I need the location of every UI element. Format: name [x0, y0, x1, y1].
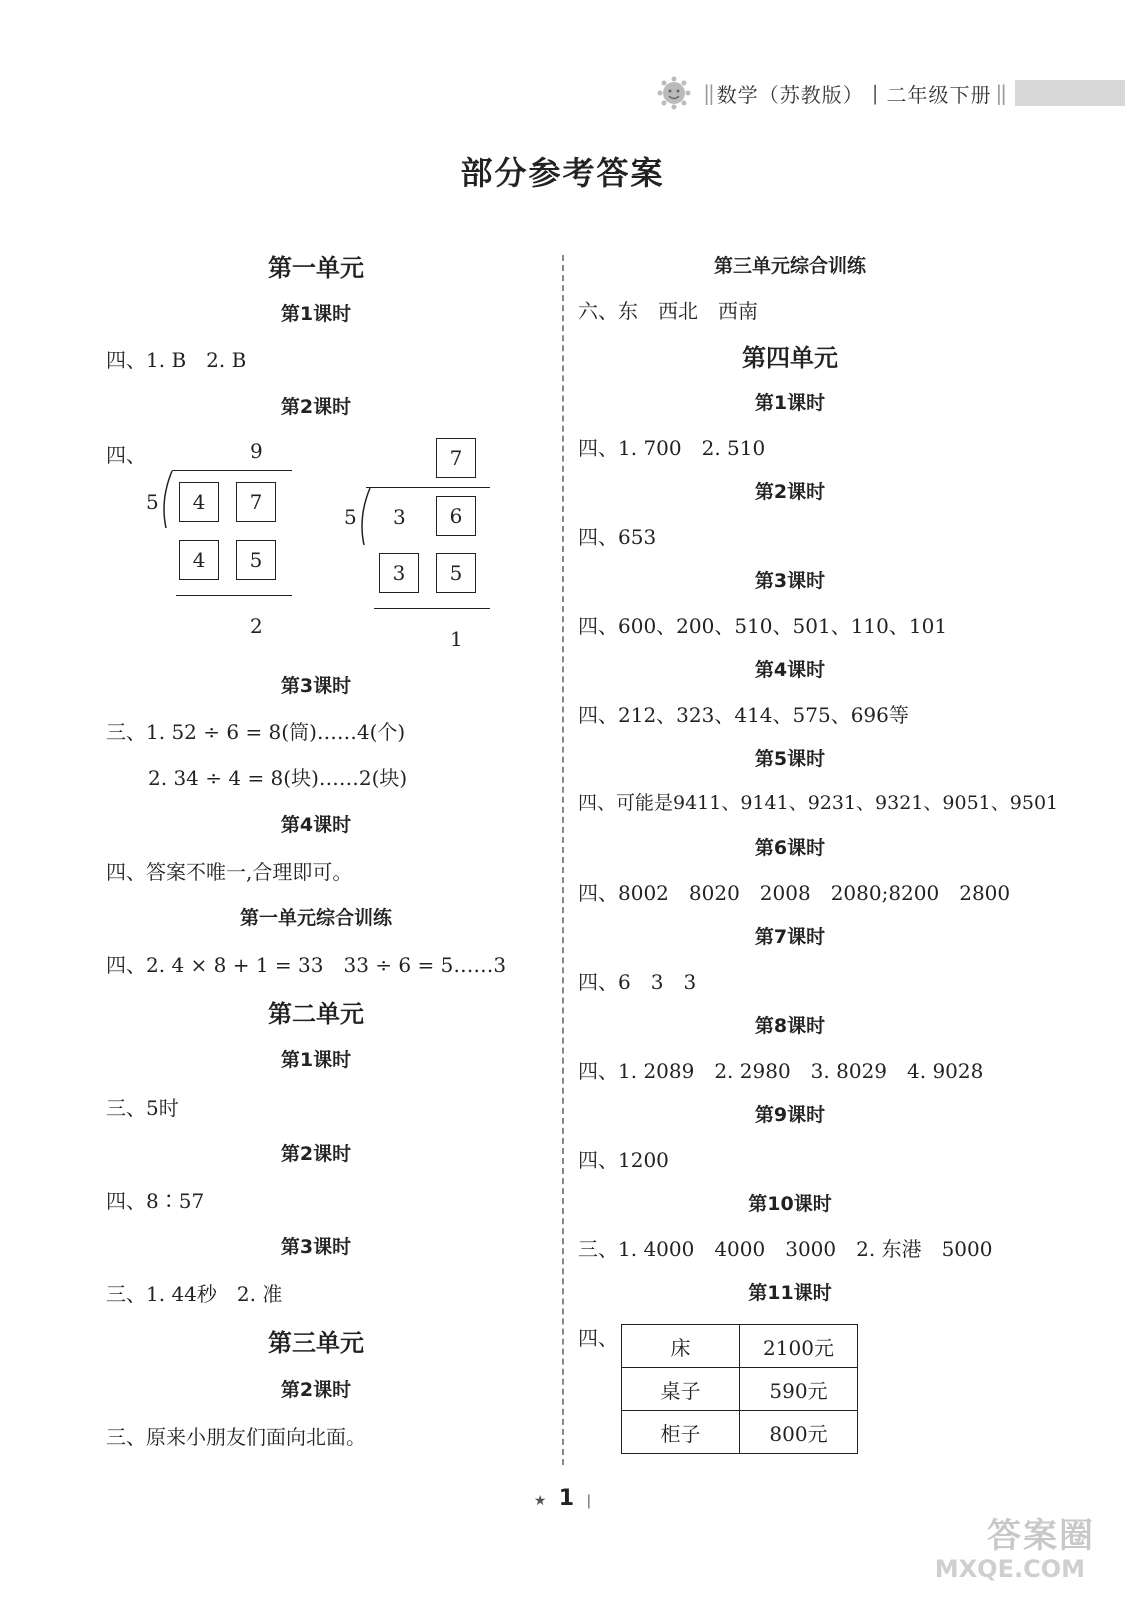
answer-line: 四、653: [578, 525, 657, 549]
lesson-heading: 第11课时: [748, 1282, 832, 1304]
answer-line: 三、1. 4000 4000 3000 2. 东港 5000: [578, 1237, 993, 1261]
answer-line: 四、212、323、414、575、696等: [578, 703, 909, 727]
subtraction-line: [374, 608, 490, 609]
lesson-heading: 第三单元综合训练: [713, 255, 866, 277]
page-number: 1: [558, 1486, 575, 1511]
quotient: 9: [250, 439, 263, 463]
header-bars-icon: ||: [703, 81, 713, 105]
bracket-top-line: [366, 487, 490, 488]
lesson-heading: 第9课时: [754, 1104, 826, 1126]
price-cell: 800元: [740, 1411, 858, 1454]
lesson-heading: 第一单元综合训练: [239, 907, 392, 929]
item-cell: 桌子: [622, 1368, 740, 1411]
answer-box: 3: [379, 553, 419, 593]
lesson-heading: 第8课时: [754, 1015, 826, 1037]
answer-line: 三、1. 52 ÷ 6 = 8(筒)……4(个): [106, 720, 406, 744]
table-row: [622, 1368, 858, 1411]
lesson-heading: 第4课时: [754, 659, 826, 681]
answer-box: 5: [236, 540, 276, 580]
lesson-heading: 第1课时: [280, 1049, 352, 1071]
tick-mark-icon: |: [586, 1493, 592, 1509]
answer-line: 三、5时: [106, 1096, 179, 1120]
answer-line: 四、8002 8020 2008 2080;8200 2800: [578, 881, 1011, 905]
price-table: [621, 1324, 858, 1454]
header-bars-icon: ||: [995, 81, 1005, 105]
answer-box: 6: [436, 496, 476, 536]
column-divider: [562, 255, 564, 1465]
divisor: 5: [344, 505, 357, 529]
answer-line: 四、6 3 3: [578, 970, 697, 994]
answer-line: 四、8∶57: [106, 1189, 205, 1213]
page-header: [657, 76, 1125, 110]
header-grade: 二年级下册: [886, 82, 992, 107]
answer-line: 四、1. 700 2. 510: [578, 436, 766, 460]
lesson-heading: 第2课时: [280, 396, 352, 418]
dividend-digit: 3: [393, 505, 406, 529]
answer-line: 2. 34 ÷ 4 = 8(块)……2(块): [148, 766, 408, 790]
lesson-heading: 第4课时: [280, 814, 352, 836]
watermark-url: MXQE.COM: [934, 1555, 1085, 1583]
table-row: [622, 1325, 858, 1368]
answer-box: 7: [236, 482, 276, 522]
answer-box: 5: [436, 553, 476, 593]
item-cell: 床: [622, 1325, 740, 1368]
answer-line: 四、600、200、510、501、110、101: [578, 614, 948, 638]
watermark-logo: 答案圈: [987, 1516, 1095, 1556]
lesson-heading: 第3课时: [280, 1236, 352, 1258]
page-footer: [0, 1486, 1125, 1511]
unit-heading: 第四单元: [742, 344, 838, 372]
item-cell: 柜子: [622, 1411, 740, 1454]
table-row: [622, 1411, 858, 1454]
lesson-heading: 第2课时: [754, 481, 826, 503]
lesson-heading: 第6课时: [754, 837, 826, 859]
lesson-heading: 第10课时: [748, 1193, 832, 1215]
lesson-heading: 第3课时: [754, 570, 826, 592]
lesson-heading: 第1课时: [280, 303, 352, 325]
answer-line: 六、东 西北 西南: [578, 299, 758, 323]
price-cell: 2100元: [740, 1325, 858, 1368]
answer-box: 4: [179, 540, 219, 580]
answer-line: 四、2. 4 × 8 + 1 = 33 33 ÷ 6 = 5……3: [106, 953, 507, 977]
answer-line: 三、原来小朋友们面向北面。: [106, 1425, 366, 1449]
remainder: 1: [450, 627, 463, 651]
answer-line: 四、1. 2089 2. 2980 3. 8029 4. 9028: [578, 1059, 984, 1083]
price-cell: 590元: [740, 1368, 858, 1411]
answer-line: 四、1. B 2. B: [106, 348, 247, 372]
page-title: 部分参考答案: [460, 154, 665, 192]
bracket-top-line: [172, 470, 292, 471]
lesson-heading: 第2课时: [280, 1143, 352, 1165]
answer-prefix: 四、: [106, 443, 146, 467]
subtraction-line: [176, 595, 292, 596]
header-grey-bar: [1015, 80, 1125, 106]
divisor: 5: [146, 490, 159, 514]
lesson-heading: 第3课时: [280, 675, 352, 697]
answer-box: 4: [179, 482, 219, 522]
answer-box: 7: [436, 438, 476, 478]
unit-heading: 第二单元: [268, 1000, 364, 1028]
answer-line: 四、: [578, 1326, 618, 1350]
division-bracket-icon: [356, 487, 374, 547]
answer-line: 四、1200: [578, 1148, 669, 1172]
lesson-heading: 第5课时: [754, 748, 826, 770]
remainder: 2: [250, 614, 263, 638]
answer-line: 三、1. 44秒 2. 准: [106, 1282, 283, 1306]
answer-line: 四、可能是9411、9141、9231、9321、9051、9501: [578, 792, 1059, 814]
sun-logo-icon: [657, 76, 691, 110]
unit-heading: 第三单元: [268, 1329, 364, 1357]
header-separator-icon: |: [871, 81, 879, 105]
star-icon: ★: [533, 1493, 547, 1509]
lesson-heading: 第2课时: [280, 1379, 352, 1401]
unit-heading: 第一单元: [268, 254, 364, 282]
answer-line: 四、答案不唯一,合理即可。: [106, 860, 353, 884]
lesson-heading: 第7课时: [754, 926, 826, 948]
division-bracket-icon: [158, 470, 176, 530]
lesson-heading: 第1课时: [754, 392, 826, 414]
header-subject: 数学（苏教版）: [716, 82, 864, 107]
